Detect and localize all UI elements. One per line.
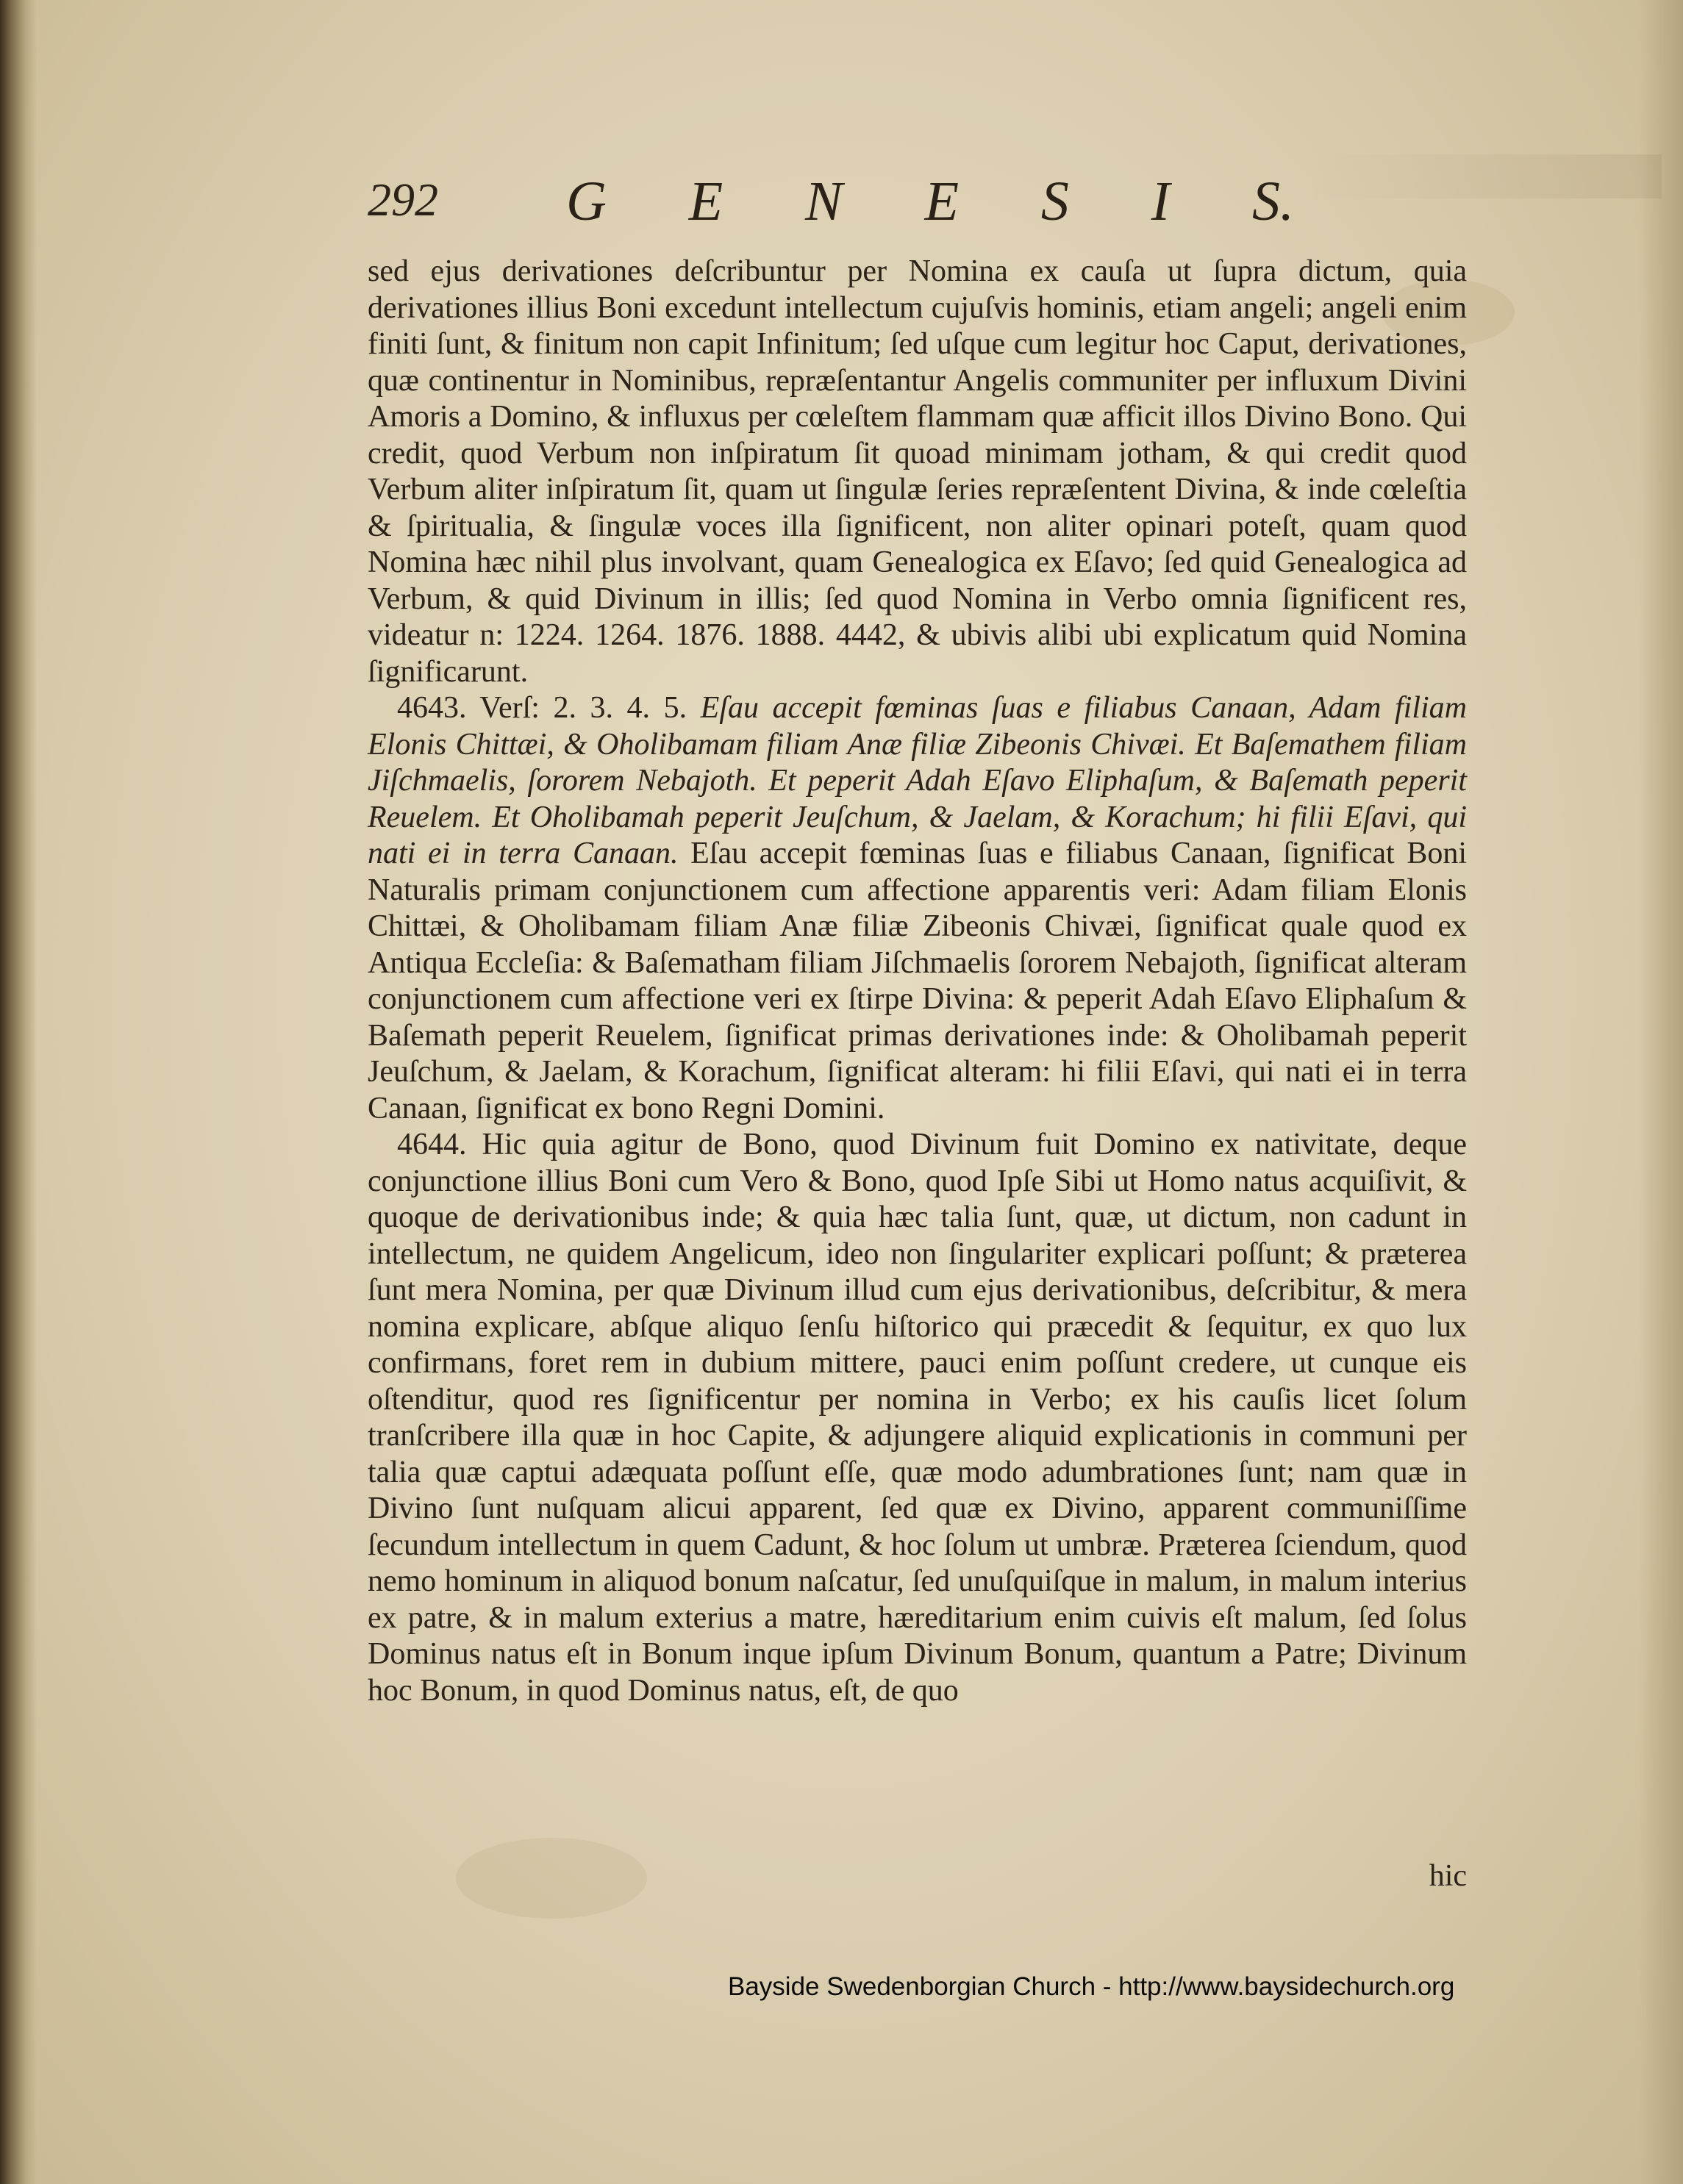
paragraph-4644: 4644. Hic quia agitur de Bono, quod Divinum fuit Domino ex nativitate, deque conjunctione illius Boni cum Vero & Bono, quod Ipſe Sibi ut Homo natus acquiſivit, & quoque de derivationibus inde; & quia hæc talia ſunt, quæ, ut dictum, non cadunt in intellectum, ne quidem Angelicum, ideo non ſingulariter explicari poſſunt; & præterea ſunt mera Nomina, per quæ Divinum illud cum ejus derivationibus, deſcribitur, & mera nomina explicare, abſque aliquo ſenſu hiſtorico qui præcedit & ſequitur, ex quo lux confirmans, foret rem in dubium mittere, pauci enim poſſunt credere, ut cunque eis oſtenditur, quod res ſignificentur per nomina in Verbo; ex his cauſis licet ſolum tranſcribere illa quæ in hoc Capite, & adjungere aliquid explicationis in communi per talia quæ captui adæquata poſſunt eſſe, quæ modo adumbrationes ſunt; nam quæ in Divino ſunt nuſquam alicui apparent, ſed quæ ex Divino, apparent communiſſime ſecundum intellectum in quem Cadunt, & hoc ſolum ut umbræ. Præterea ſciendum, quod nemo hominum in aliquod bonum naſcatur, ſed unuſquiſque in malum, in malum interius ex patre, & in malum exterius a matre, hæreditarium enim cuivis eſt malum, ſed ſolus Dominus natus eſt in Bonum inque ipſum Divinum Bonum, quantum a Patre; Divinum hoc Bonum, in quod Dominus natus, eſt, de quo (368, 1128, 1467, 1708)
verse-reference: 4643. Verſ: 2. 3. 4. 5. (397, 691, 687, 725)
paper-stain (456, 1838, 647, 1919)
title-letter: E (924, 171, 960, 232)
page-edge-shadow (1639, 0, 1683, 2184)
running-title (566, 170, 1294, 234)
library-credit: Bayside Swedenborgian Church - http://www.baysidechurch.org (728, 1972, 1455, 2001)
catchword: hic (1429, 1859, 1467, 1893)
title-letter: S (1040, 171, 1069, 232)
title-letter: N (805, 171, 843, 232)
title-letter: S. (1251, 171, 1294, 232)
paragraph-continuation: sed ejus derivationes deſcribuntur per Nomina ex cauſa ut ſupra dictum, quia derivationes illius Boni excedunt intellectum cujuſvis hominis, etiam angeli; angeli enim finiti ſunt, & finitum non capit Infinitum; ſed uſque cum legitur hoc Caput, derivationes, quæ continentur in Nominibus, repræſentantur Angelis communiter per influxum Divini Amoris a Domino, & influxus per cœleſtem flammam quæ afficit illos Divino Bono. Qui credit, quod Verbum non inſpiratum ſit quoad minimam jotham, & qui credit quod Verbum aliter inſpiratum ſit, quam ut ſingulæ ſeries repræſentent Divina, & inde cœleſtia & ſpiritualia, & ſingulæ voces illa ſignificent, non aliter opinari poteſt, quam quod Nomina hæc nihil plus involvant, quam Genealogica ex Eſavo; ſed quid Genealogica ad Verbum, & quid Divinum in illis; ſed quod Nomina in Verbo omnia ſignificent res, videatur n: 1224. 1264. 1876. 1888. 4442, & ubivis alibi ubi explicatum quid Nomina ſignificarunt. (368, 254, 1467, 689)
body-text (368, 254, 1467, 1709)
running-header (368, 173, 1294, 254)
scripture-quotation: Eſau accepit fœminas ſuas e filiabus Canaan, Adam filiam Elonis Chittæi, & Oholibamam filiam Anæ filiæ Zibeonis Chivæi. Et Baſemathem filiam Jiſchmaelis, ſororem Nebajoth. Et peperit Adah Eſavo Eliphaſum, & Baſemath peperit Reuelem. Et Oholibamah peperit Jeuſchum, & Jaelam, & Korachum; hi filii Eſavi, qui nati ei in terra Canaan. (368, 691, 1468, 870)
title-letter: I (1151, 171, 1171, 232)
paragraph-4643 (368, 690, 1467, 1127)
title-letter: G (566, 171, 607, 232)
title-letter: E (688, 171, 723, 232)
page-gutter-shadow (0, 0, 37, 2184)
page-number: 292 (368, 173, 438, 226)
bleed-through-shadow (1309, 154, 1662, 198)
exposition-text: Eſau accepit fœminas ſuas e filiabus Canaan, ſignificat Boni Naturalis primam conjunctionem cum affectione apparentis veri: Adam filiam Elonis Chittæi, & Oholibamam filiam Anæ filiæ Zibeonis Chivæi, ſignificat quale quod ex Antiqua Eccleſia: & Baſematham filiam Jiſchmaelis ſororem Nebajoth, ſignificat alteram conjunctionem cum affectione veri ex ſtirpe Divina: & peperit Adah Eſavo Eliphaſum & Baſemath peperit Reuelem, ſignificat primas derivationes inde: & Oholibamah peperit Jeuſchum, & Jaelam, & Korachum, ſignificat alteram: hi filii Eſavi, qui nati ei in terra Canaan, ſignificat ex bono Regni Domini. (368, 837, 1468, 1125)
